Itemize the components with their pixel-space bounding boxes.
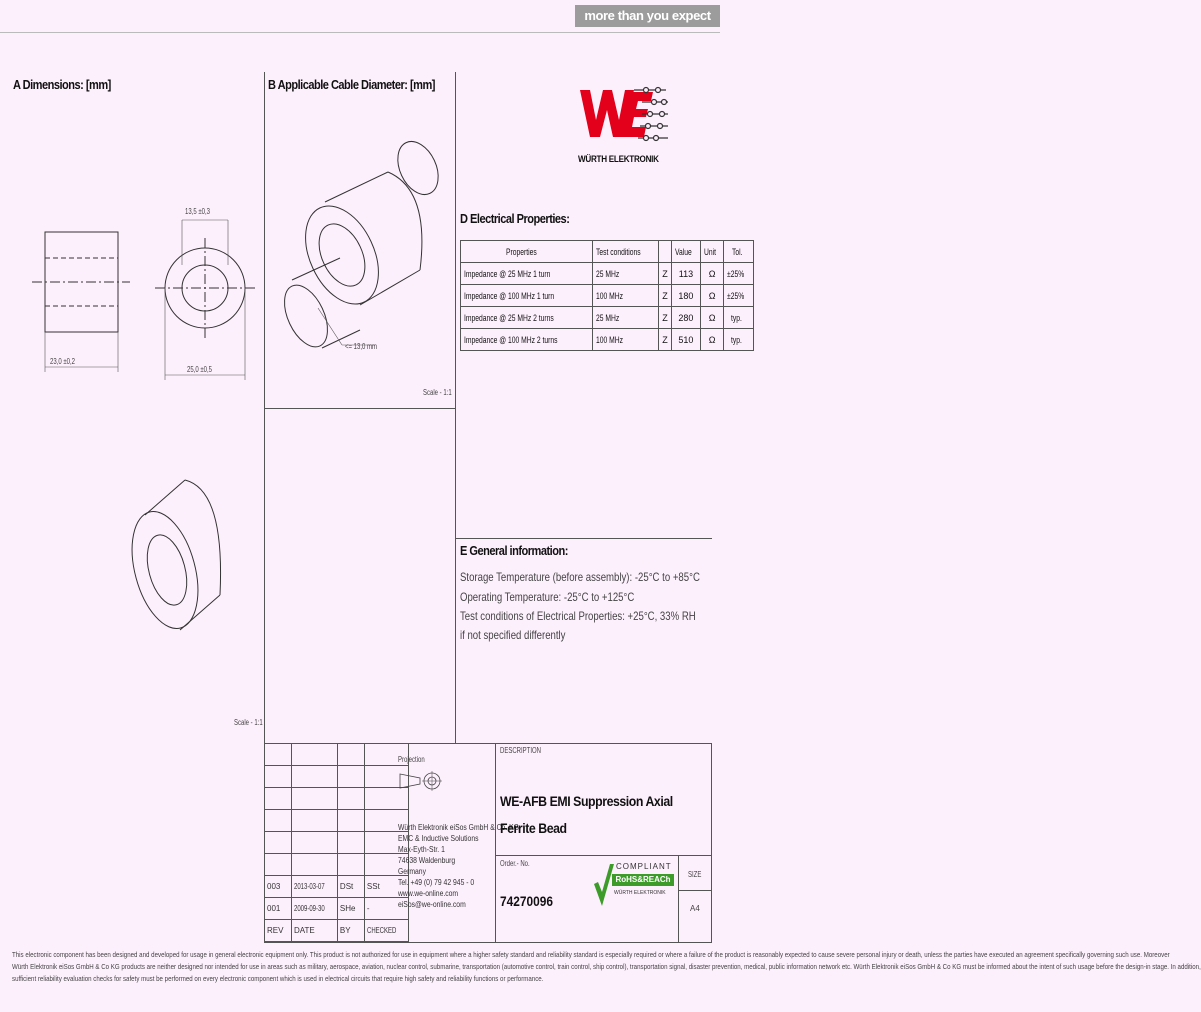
projection-symbol-icon <box>398 766 443 796</box>
disclaimer-line-3: sufficient reliability evaluation checks for safety must be performed on every electronic component which is used in electrical circuits that require high safety and reliability functions or performance. <box>12 974 544 983</box>
section-d-title: D Electrical Properties: <box>460 211 570 226</box>
wurth-logo <box>578 82 678 172</box>
scale-c-label: Scale - 1:1 <box>234 718 263 727</box>
table-row: Impedance @ 100 MHz 1 turn 100 MHz Z 180 Ω ±25% <box>461 285 754 307</box>
table-row: 003 2013-03-07 DSt SSt <box>265 876 409 898</box>
disclaimer-line-2: Würth Elektronik eiSos GmbH & Co KG products are neither designed nor intended for use in areas such as military, aerospace, aviation, nuclear control, submarine, transportation (automotive control, train control, ship control), transportation signal, disaster prevention, medical, public information network etc. Würth Elektronik eiSos GmbH & Co KG must be informed about the intent of such usage before the design-in stage. In addition, <box>12 962 1201 971</box>
th-symbol <box>659 241 672 263</box>
dimension-drawing <box>10 190 260 390</box>
table-row: Impedance @ 100 MHz 2 turns 100 MHz Z 510 Ω typ. <box>461 329 754 351</box>
tagline-banner: more than you expect <box>575 5 720 27</box>
th-tol: Tol. <box>724 241 754 263</box>
revision-table <box>264 743 409 942</box>
size-divider <box>678 855 679 943</box>
th-conditions: Test conditions <box>592 241 659 263</box>
header-divider <box>0 32 720 33</box>
table-row: 001 2009-09-30 SHe - <box>265 898 409 920</box>
titleblock-right-border <box>711 743 712 943</box>
disclaimer-line-1: This electronic component has been designed and developed for usage in general electronic equipment only. This product is not authorized for use in equipment where a higher safety standard and reliability standard is especially required or where a failure of the product is reasonably expected to cause severe personal injury or death, unless the parties have executed an agreement specifically governing such use. Moreover <box>12 950 1170 959</box>
section-e-title: E General information: <box>460 543 568 558</box>
company-address: Würth Elektronik eiSos GmbH & Co. KG EMC & Inductive Solutions Max-Eyth-Str. 1 74638 Waldenburg Germany Tel. +49 (0) 79 42 945 - 0 www.we-online.com eiSos@we-online.com <box>398 823 519 909</box>
cable-drawing <box>280 130 450 370</box>
divider-c-left <box>264 408 265 744</box>
general-line-3: Test conditions of Electrical Properties: +25°C, 33% RH <box>460 609 696 623</box>
table-row: Impedance @ 25 MHz 2 turns 25 MHz Z 280 Ω typ. <box>461 307 754 329</box>
titleblock-bottom-border <box>264 942 712 943</box>
general-line-1: Storage Temperature (before assembly): -25°C to +85°C <box>460 570 700 584</box>
revision-header-row: REV DATE BY CHECKED <box>265 920 409 942</box>
size-value: A4 <box>690 904 700 913</box>
divider-b-d <box>455 72 456 744</box>
ferrite-3d-view <box>125 470 235 645</box>
cable-diameter-label: <= 13,0 mm <box>345 342 378 351</box>
th-value: Value <box>671 241 700 263</box>
divider-b-bottom <box>264 408 455 409</box>
order-code-label: Order.- No. <box>500 859 530 868</box>
website-link[interactable]: www.we-online.com <box>398 889 459 898</box>
size-label: SIZE <box>688 870 702 879</box>
general-line-2: Operating Temperature: -25°C to +125°C <box>460 590 635 604</box>
electrical-table <box>460 240 754 351</box>
product-title: WE-AFB EMI Suppression Axial Ferrite Bead <box>500 793 673 836</box>
dim-outer-label: 25,0 ±0,5 <box>187 365 212 374</box>
th-properties: Properties <box>461 241 593 263</box>
desc-divider <box>495 855 712 856</box>
rohs-badge: COMPLIANT RoHS&REACh WÜRTH ELEKTRONIK <box>592 860 674 912</box>
checkmark-icon <box>592 860 616 912</box>
projection-label: Projection <box>398 755 425 764</box>
table-row: Impedance @ 25 MHz 1 turn 25 MHz Z 113 Ω ±25% <box>461 263 754 285</box>
scale-b-label: Scale - 1:1 <box>423 388 452 397</box>
email-link[interactable]: eiSos@we-online.com <box>398 900 466 909</box>
logo-brand-text: WÜRTH ELEKTRONIK <box>578 154 659 164</box>
section-b-title: B Applicable Cable Diameter: [mm] <box>268 77 435 92</box>
dim-inner-label: 13,5 ±0,3 <box>185 207 210 216</box>
description-label: DESCRIPTION <box>500 746 542 755</box>
divider-d-e <box>455 538 712 539</box>
general-line-4: if not specified differently <box>460 628 566 642</box>
divider-a-b <box>264 72 265 408</box>
order-code: 74270096 <box>500 893 553 909</box>
section-a-title: A Dimensions: [mm] <box>13 77 111 92</box>
dim-length-label: 23,0 ±0,2 <box>50 357 75 366</box>
table-header-row <box>461 241 754 263</box>
th-unit: Unit <box>701 241 724 263</box>
size-hline <box>678 890 712 891</box>
